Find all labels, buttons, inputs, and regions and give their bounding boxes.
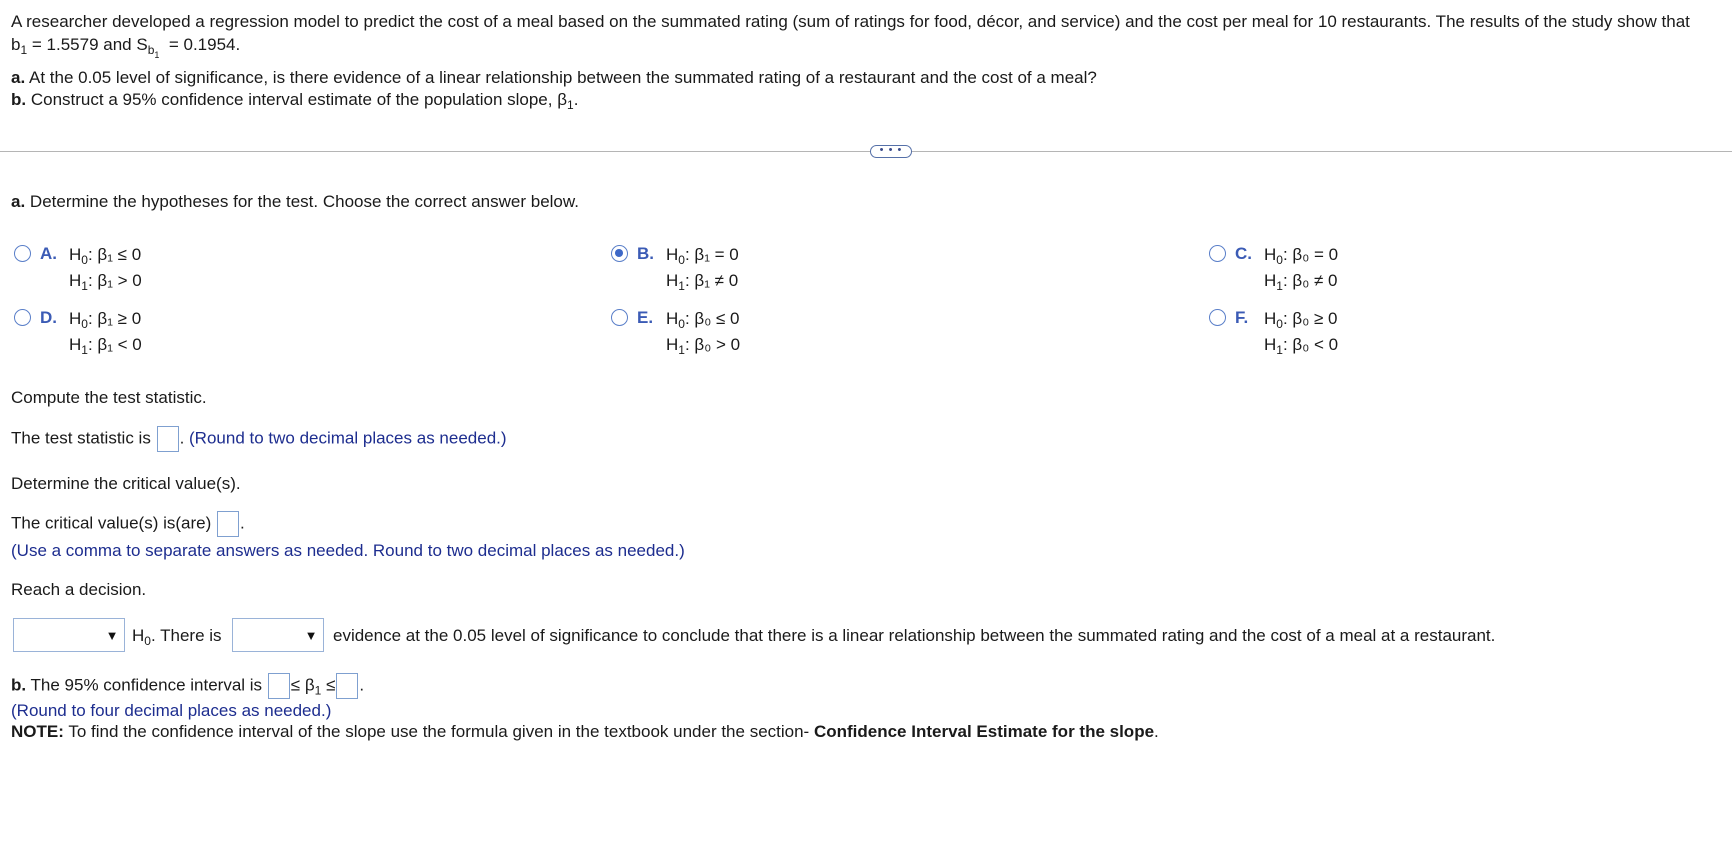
dropdown-arrow-icon: ▼ xyxy=(105,628,119,643)
option-f[interactable] xyxy=(1209,306,1509,358)
option-a[interactable] xyxy=(14,242,314,294)
radio-button[interactable] xyxy=(611,245,628,262)
ci-hint: (Round to four decimal places as needed.) xyxy=(11,701,332,720)
option-letter: B. xyxy=(637,244,654,263)
option-letter: F. xyxy=(1235,308,1249,327)
alternative-hypothesis: $H_1$: β₁ > 0 xyxy=(69,271,142,293)
null-hypothesis: $H_0$: β₀ = 0 xyxy=(1264,245,1339,267)
option-e[interactable] xyxy=(611,306,911,358)
section-divider xyxy=(0,151,1732,152)
option-hypotheses xyxy=(69,242,142,294)
more-button[interactable]: • • • xyxy=(870,145,912,158)
radio-button[interactable] xyxy=(14,309,31,326)
null-hypothesis: $H_0$: β₀ ≤ 0 xyxy=(666,309,740,331)
option-d[interactable] xyxy=(14,306,314,358)
option-hypotheses xyxy=(69,306,142,358)
critical-value-row: The critical value(s) is(are) . xyxy=(11,511,245,537)
option-letter: C. xyxy=(1235,244,1252,263)
decision-conclusion: evidence at the 0.05 level of significance to conclude that there is a linear relationship between the summated rating and the cost of a meal at a restaurant. xyxy=(333,626,1496,645)
decision-heading: Reach a decision. xyxy=(11,580,147,599)
radio-button[interactable] xyxy=(611,309,628,326)
null-hypothesis: $H_0$: β₁ ≤ 0 xyxy=(69,245,142,267)
alternative-hypothesis: $H_1$: β₁ < 0 xyxy=(69,335,142,357)
option-letter: E. xyxy=(637,308,654,327)
critical-heading: Determine the critical value(s). xyxy=(11,474,241,493)
radio-button[interactable] xyxy=(14,245,31,262)
critical-hint: (Use a comma to separate answers as needed. Round to two decimal places as needed.) xyxy=(11,541,685,560)
option-c[interactable] xyxy=(1209,242,1509,294)
problem-part-a: a. At the 0.05 level of significance, is there evidence of a linear relationship between the summated rating of a restaurant and the cost of a meal? xyxy=(11,68,1097,87)
null-hypothesis: $H_0$: β₀ ≥ 0 xyxy=(1264,309,1338,331)
null-hypothesis: $H_0$: β₁ ≥ 0 xyxy=(69,309,142,331)
ci-lower-input[interactable] xyxy=(268,673,290,699)
option-hypotheses xyxy=(666,242,739,294)
option-b[interactable] xyxy=(611,242,911,294)
problem-intro: A researcher developed a regression model to predict the cost of a meal based on the summated rating (sum of ratings for food, décor, and service) and the cost per meal for 10 restaurants. The results of the study show that xyxy=(11,12,1690,31)
problem-part-b: b. Construct a 95% confidence interval estimate of the population slope, $\beta_1$. xyxy=(11,90,579,112)
ci-upper-input[interactable] xyxy=(336,673,358,699)
alternative-hypothesis: $H_1$: β₀ ≠ 0 xyxy=(1264,271,1338,293)
problem-stats: $b_1 = 1.5579$ and $S_{b_1} = 0.1954$. xyxy=(11,35,241,60)
alternative-hypothesis: $H_1$: β₀ < 0 xyxy=(1264,335,1339,357)
option-letter: A. xyxy=(40,244,57,263)
decision-evidence-select[interactable] xyxy=(232,618,324,652)
question-a-prompt: a. Determine the hypotheses for the test. Choose the correct answer below. xyxy=(11,192,579,211)
confidence-interval-row: b. The 95% confidence interval is ≤ $\beta_1$ ≤ . xyxy=(11,673,364,699)
radio-button[interactable] xyxy=(1209,245,1226,262)
dropdown-arrow-icon: ▼ xyxy=(304,628,318,643)
note: NOTE: To find the confidence interval of the slope use the formula given in the textbook under the section- Confidence Interval Estimate for the slope. xyxy=(11,722,1159,741)
compute-heading: Compute the test statistic. xyxy=(11,388,207,407)
decision-h0-text: $H_0$. There is xyxy=(132,626,222,648)
alternative-hypothesis: $H_1$: β₁ ≠ 0 xyxy=(666,271,739,293)
option-letter: D. xyxy=(40,308,57,327)
radio-button[interactable] xyxy=(1209,309,1226,326)
test-statistic-input[interactable] xyxy=(157,426,179,452)
test-statistic-hint: (Round to two decimal places as needed.) xyxy=(189,428,507,448)
decision-reject-select[interactable] xyxy=(13,618,125,652)
alternative-hypothesis: $H_1$: β₀ > 0 xyxy=(666,335,741,357)
critical-value-input[interactable] xyxy=(217,511,239,537)
option-hypotheses xyxy=(1264,306,1338,358)
null-hypothesis: $H_0$: β₁ = 0 xyxy=(666,245,739,267)
option-hypotheses xyxy=(666,306,740,358)
option-hypotheses xyxy=(1264,242,1338,294)
test-statistic-row: The test statistic is . (Round to two decimal places as needed.) xyxy=(11,426,507,452)
